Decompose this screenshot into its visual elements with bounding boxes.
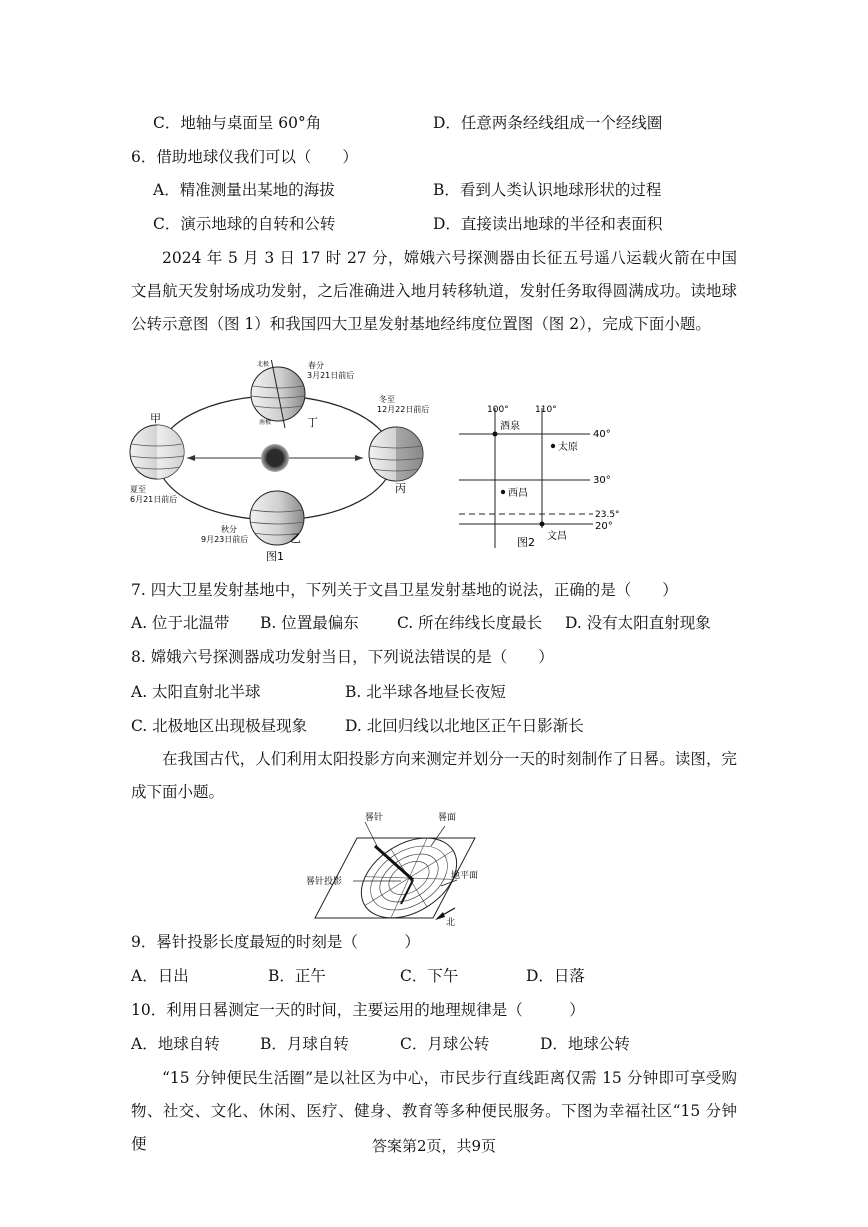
q10-stem: 10．利用日晷测定一天的时间，主要运用的地理规律是（ ） [131,1001,585,1019]
label-ground-plane: 地平面 [451,871,479,881]
q9-option-d: D．日落 [526,967,585,985]
label-chunfen: 春分 [308,361,324,370]
label-xiazhi: 夏至 [130,485,146,494]
earth-ding-globe-icon [251,360,305,428]
q10-option-c: C．月球公转 [400,1035,490,1053]
label-xiazhi-date: 6月21日前后 [130,495,178,504]
label-bing: 丙 [395,482,406,495]
label-jia: 甲 [150,412,161,425]
q9-stem: 9．晷针投影长度最短的时刻是（ ） [131,933,420,951]
figure-1-earth-revolution [125,360,455,565]
sundial-figure [305,808,485,926]
q7-option-b: B. 位置最偏东 [260,614,359,632]
figure-2-caption: 图2 [517,536,535,548]
q6-option-c: C．演示地球的自转和公转 [153,215,336,233]
q9-option-a: A．日出 [131,967,189,985]
q5-option-c: C．地轴与桌面呈 60°角 [153,114,322,132]
label-wenchang: 文昌 [547,531,567,542]
label-chunfen-date: 3月21日前后 [307,371,355,380]
q8-option-d: D. 北回归线以北地区正午日影渐长 [345,717,584,735]
label-gnomon: 晷针 [365,813,384,823]
q8-option-c: C. 北极地区出现极昼现象 [131,717,308,735]
label-south-pole: 南极 [259,419,272,426]
label-lat-23-5: 23.5° [595,510,620,520]
q10-option-d: D．地球公转 [540,1035,630,1053]
earth-bing-globe-icon [369,427,423,481]
page-footer: 答案第2页，共9页 [371,1137,497,1155]
label-yi: 乙 [290,532,301,545]
label-jiuquan: 酒泉 [500,421,520,432]
q6-stem: 6．借助地球仪我们可以（ ） [131,148,358,166]
q8-option-a: A. 太阳直射北半球 [131,683,261,701]
label-lat-40: 40° [593,429,611,440]
q7-option-a: A. 位于北温带 [131,614,230,632]
label-dongzhi-date: 12月22日前后 [377,405,430,414]
label-lon-100: 100° [487,405,509,415]
label-north: 北 [446,918,456,926]
q9-option-b: B．正午 [268,967,326,985]
label-dial: 晷面 [438,813,457,823]
figure-1-caption: 图1 [266,550,284,563]
label-qiufen: 秋分 [221,525,237,534]
q6-option-d: D．直接读出地球的半径和表面积 [433,215,663,233]
q7-stem: 7. 四大卫星发射基地中，下列关于文昌卫星发射基地的说法，正确的是（ ） [131,581,678,599]
q7-option-c: C. 所在纬线长度最长 [397,614,543,632]
label-lat-20: 20° [595,521,613,532]
label-qiufen-date: 9月23日前后 [201,535,249,544]
label-gnomon-shadow: 晷针投影 [306,877,343,887]
earth-jia-globe-icon [130,425,184,479]
q8-option-b: B. 北半球各地昼长夜短 [345,683,506,701]
passage-15-minute-circle: “15 分钟便民生活圈”是以社区为中心，市民步行直线距离仅需 15 分钟即可享受购物、社交、文化、休闲、医疗、健身、教育等多种便民服务。下图为幸福社区“15 分钟便 [131,1069,737,1153]
q7-option-d: D. 没有太阳直射现象 [565,614,711,632]
passage-chang-e-6: 2024 年 5 月 3 日 17 时 27 分，嫦娥六号探测器由长征五号遥八运载火箭在中国文昌航天发射场成功发射，之后准确进入地月转移轨道，发射任务取得圆满成功。读地球公转示意图（图 1）和我国四大卫星发射基地经纬度位置图（图 2），完成下面小题。 [131,249,737,333]
q10-option-b: B．月球自转 [260,1035,349,1053]
label-lat-30: 30° [593,475,611,486]
q5-option-d: D．任意两条经线组成一个经线圈 [433,114,663,132]
q6-option-b: B．看到人类认识地球形状的过程 [433,181,662,199]
label-lon-110: 110° [535,405,557,415]
label-north-pole: 北极 [257,361,270,368]
q8-stem: 8. 嫦娥六号探测器成功发射当日，下列说法错误的是（ ） [131,648,554,666]
q6-option-a: A．精准测量出某地的海拔 [153,181,335,199]
q9-option-c: C．下午 [400,967,459,985]
label-taiyuan: 太原 [558,442,578,453]
q10-option-a: A．地球自转 [131,1035,220,1053]
label-dongzhi: 冬至 [379,395,395,404]
figure-2-launch-sites [455,398,630,548]
passage-sundial: 在我国古代，人们利用太阳投影方向来测定并划分一天的时刻制作了日晷。读图，完成下面小题。 [131,750,737,801]
label-xichang: 西昌 [508,488,528,499]
label-ding: 丁 [307,416,318,429]
